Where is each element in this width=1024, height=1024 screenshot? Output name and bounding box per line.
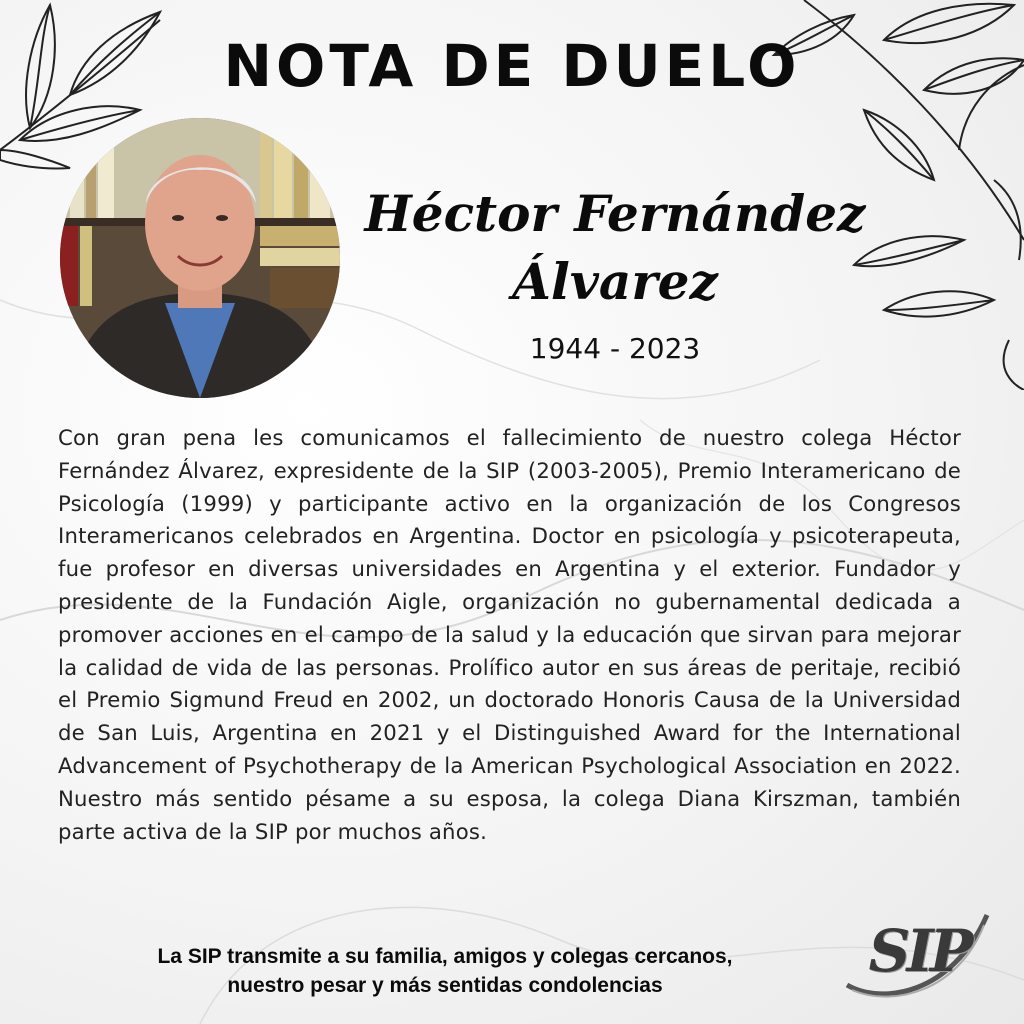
sip-logo-text: SIP [868,917,970,985]
condolence-line1: La SIP transmite a su familia, amigos y colegas cercanos, [157,945,733,968]
sip-logo [842,895,992,1005]
person-name-line1: Héctor Fernández [364,184,866,243]
page-title: NOTA DE DUELO [223,32,801,100]
portrait-photo [60,118,340,398]
condolence-message [70,942,820,1000]
person-name-line2: Álvarez [512,252,718,311]
obituary-paragraph: Con gran pena les comunicamos el fallecimiento de nuestro colega Héctor Fernández Álvarez, expresidente de la SIP (2003-2005), Premio Interamericano de Psicología (1999) y participante activo en la organización de los Congresos Interamericanos celebrados en Argentina. Doctor en psicología y psicoterapeuta, fue profesor en diversas universidades en Argentina y el exterior. Fundador y presidente de la Fundación Aigle, organización no gubernamental dedicada a promover acciones en el campo de la salud y la educación que sirvan para mejorar la calidad de vida de las personas. Prolífico autor en sus áreas de peritaje, recibió el Premio Sigmund Freud en 2002, un doctorado Honoris Causa de la Universidad de San Luis, Argentina en 2021 y el Distinguished Award for the International Advancement of Psychotherapy de la American Psychological Association en 2022. Nuestro más sentido pésame a su esposa, la colega Diana Kirszman, también parte activa de la SIP por muchos años. [58,425,961,844]
condolence-line2: nuestro pesar y más sentidas condolencias [227,974,663,997]
person-name [345,180,885,316]
life-years: 1944 - 2023 [529,332,701,365]
